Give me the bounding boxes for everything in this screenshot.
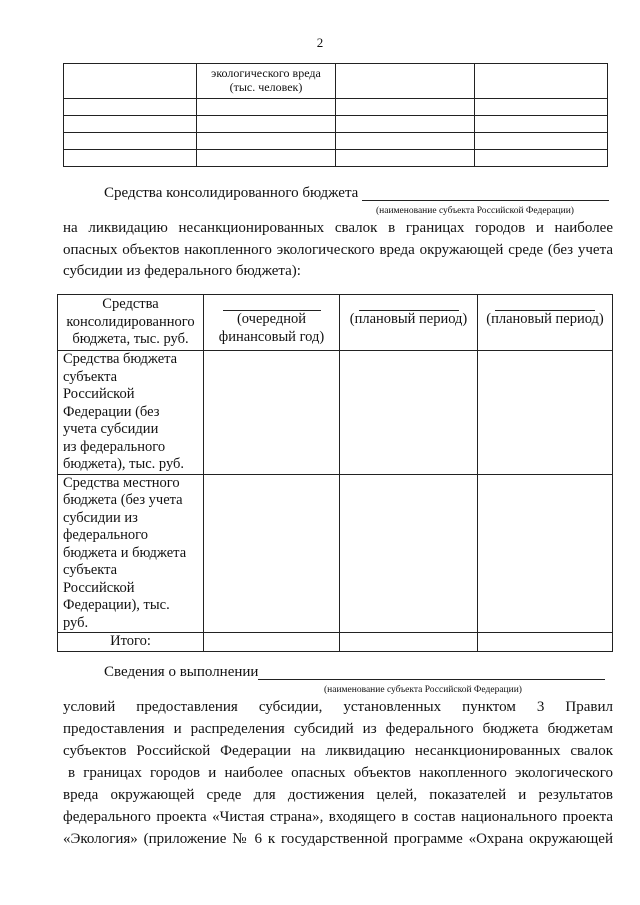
value-cell[interactable]	[204, 351, 340, 475]
row-label: Средства местного бюджета (без учета субсидии из федерального бюджета и бюджета субъекта Российской Федерации), тыс. руб.	[58, 474, 204, 633]
column-header: (плановый период)	[478, 295, 613, 351]
subject-name-blank[interactable]	[362, 200, 609, 201]
value-cell[interactable]	[478, 633, 613, 652]
column-header: (очередной финансовый год)	[204, 295, 340, 351]
table-row	[58, 351, 613, 475]
value-cell[interactable]	[478, 474, 613, 633]
subject-name-note: (наименование субъекта Российской Федерации)	[376, 206, 574, 216]
paragraph-line: опасных объектов накопленного экологического вреда окружающей среде (без учета	[63, 242, 613, 258]
value-cell[interactable]	[340, 633, 478, 652]
value-cell[interactable]	[478, 351, 613, 475]
value-cell[interactable]	[204, 633, 340, 652]
row-label: Средства бюджета субъекта Российской Федерации (без учета субсидии из федерального бюджета), тыс. руб.	[58, 351, 204, 475]
paragraph-line: субсидии из федерального бюджета):	[63, 263, 301, 279]
paragraph-line: на ликвидацию несанкционированных свалок в границах городов и наиболее	[63, 220, 613, 236]
value-cell[interactable]	[340, 474, 478, 633]
year-blank[interactable]	[359, 298, 459, 311]
table-row	[58, 474, 613, 633]
page-number: 2	[316, 35, 324, 50]
year-blank[interactable]	[223, 298, 321, 311]
table-row	[64, 133, 608, 150]
value-cell[interactable]	[204, 474, 340, 633]
table-header-cell: экологического вреда (тыс. человек)	[197, 64, 336, 99]
paragraph-line: «Экология» (приложение № 6 к государственной программе «Охрана окружающей	[63, 831, 613, 847]
table-cell	[64, 64, 197, 99]
budget-table	[57, 294, 613, 652]
paragraph-line: в границах городов и наиболее опасных объектов накопленного экологического	[68, 765, 613, 781]
total-label: Итого:	[58, 633, 204, 652]
subject-name-blank[interactable]	[258, 679, 605, 680]
consolidated-label: Средства консолидированного бюджета	[104, 185, 359, 201]
table-row	[64, 150, 608, 167]
info-label: Сведения о выполнении	[104, 664, 259, 680]
table-row	[64, 116, 608, 133]
table-row	[64, 99, 608, 116]
table-cell	[336, 64, 475, 99]
column-header: (плановый период)	[340, 295, 478, 351]
continuation-table	[63, 63, 608, 167]
total-row	[58, 633, 613, 652]
subject-name-note: (наименование субъекта Российской Федерации)	[324, 685, 522, 695]
table-cell	[475, 64, 608, 99]
paragraph-line: вреда окружающей среде для достижения целей, показателей и результатов	[63, 787, 613, 803]
column-header: Средства консолидированного бюджета, тыс. руб.	[58, 295, 204, 351]
table-header-row	[58, 295, 613, 351]
paragraph-line: предоставления и распределения субсидий из федерального бюджета бюджетам	[63, 721, 613, 737]
value-cell[interactable]	[340, 351, 478, 475]
paragraph-line: условий предоставления субсидии, установленных пунктом 3 Правил	[63, 699, 613, 715]
year-blank[interactable]	[495, 298, 595, 311]
paragraph-line: субъектов Российской Федерации на ликвидацию несанкционированных свалок	[63, 743, 613, 759]
paragraph-line: федерального проекта «Чистая страна», входящего в состав национального проекта	[63, 809, 613, 825]
